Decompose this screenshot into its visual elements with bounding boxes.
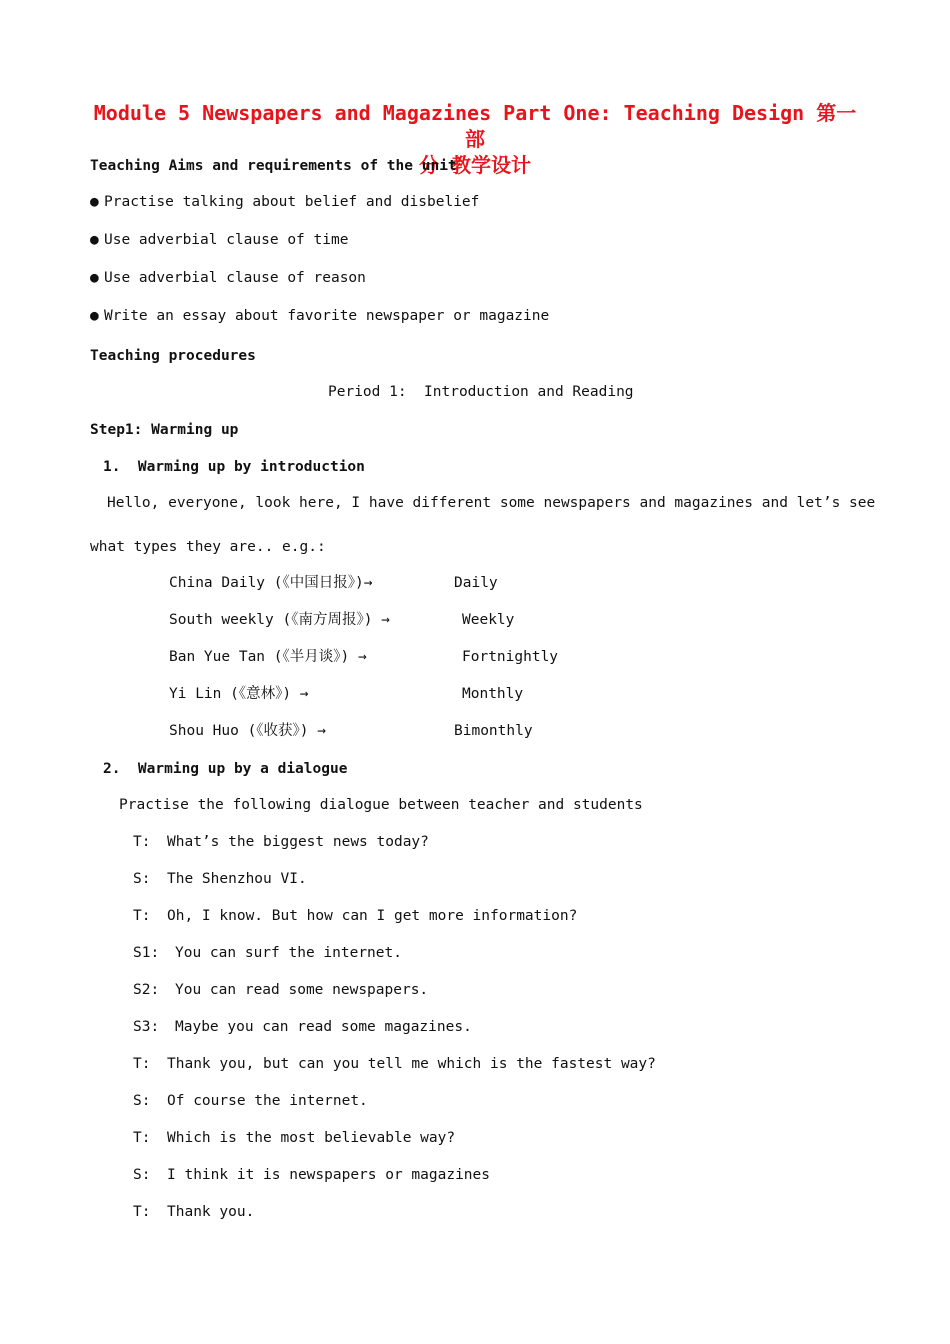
- publication-name: Ban Yue Tan (《半月谈》) →: [169, 649, 367, 665]
- dialogue-text: Thank you, but can you tell me which is the fastest way?: [167, 1056, 656, 1072]
- dialogue-text: You can read some newspapers.: [175, 982, 429, 998]
- publication-name: China Daily (《中国日报》)→: [169, 575, 373, 591]
- dialogue-text: I think it is newspapers or magazines: [167, 1167, 491, 1183]
- dialogue-speaker: T:: [133, 1056, 151, 1072]
- dialogue-speaker: S3:: [133, 1019, 160, 1035]
- dialogue-speaker: S:: [133, 1167, 151, 1183]
- dialogue-speaker: S:: [133, 1093, 151, 1109]
- publication-type: Fortnightly: [462, 649, 559, 665]
- aim-item: ● Use adverbial clause of reason: [90, 270, 366, 286]
- dialogue-text: Maybe you can read some magazines.: [175, 1019, 472, 1035]
- title-line-2: 分 教学设计: [418, 153, 532, 177]
- bullet-icon: ●: [90, 270, 99, 286]
- dialogue-intro: Practise the following dialogue between teacher and students: [119, 797, 643, 813]
- dialogue-speaker: S:: [133, 871, 151, 887]
- dialogue-speaker: T:: [133, 834, 151, 850]
- title-line-1: Module 5 Newspapers and Magazines Part One: Teaching Design 第一部: [93, 101, 857, 151]
- aim-item: ● Use adverbial clause of time: [90, 232, 349, 248]
- aims-heading: Teaching Aims and requirements of the unit: [90, 158, 457, 174]
- dialogue-text: What’s the biggest news today?: [167, 834, 429, 850]
- dialogue-speaker: T:: [133, 1130, 151, 1146]
- dialogue-speaker: S1:: [133, 945, 160, 961]
- dialogue-speaker: T:: [133, 1204, 151, 1220]
- bullet-icon: ●: [90, 308, 99, 324]
- bullet-icon: ●: [90, 232, 99, 248]
- dialogue-text: Oh, I know. But how can I get more information?: [167, 908, 578, 924]
- dialogue-text: Thank you.: [167, 1204, 255, 1220]
- publication-name: Yi Lin (《意林》) →: [169, 686, 309, 702]
- dialogue-speaker: T:: [133, 908, 151, 924]
- publication-type: Weekly: [462, 612, 515, 628]
- dialogue-text: Of course the internet.: [167, 1093, 368, 1109]
- dialogue-speaker: S2:: [133, 982, 160, 998]
- publication-name: Shou Huo (《收获》) →: [169, 723, 326, 739]
- dialogue-text: You can surf the internet.: [175, 945, 402, 961]
- dialogue-text: The Shenzhou VI.: [167, 871, 307, 887]
- step1-heading: Step1: Warming up: [90, 422, 239, 438]
- bullet-icon: ●: [90, 194, 99, 210]
- intro-paragraph-line-2: what types they are.. e.g.:: [90, 539, 326, 555]
- procedures-heading: Teaching procedures: [90, 348, 256, 364]
- dialogue-text: Which is the most believable way?: [167, 1130, 456, 1146]
- subsection-2-heading: 2. Warming up by a dialogue: [103, 761, 348, 777]
- period-heading: Period 1: Introduction and Reading: [328, 384, 634, 400]
- publication-name: South weekly (《南方周报》) →: [169, 612, 390, 628]
- subsection-1-heading: 1. Warming up by introduction: [103, 459, 365, 475]
- intro-paragraph-line-1: Hello, everyone, look here, I have different some newspapers and magazines and let’s see: [107, 495, 876, 511]
- aim-item: ● Practise talking about belief and disbelief: [90, 194, 480, 210]
- publication-type: Bimonthly: [454, 723, 533, 739]
- publication-type: Daily: [454, 575, 498, 591]
- aim-item: ● Write an essay about favorite newspaper or magazine: [90, 308, 550, 324]
- publication-type: Monthly: [462, 686, 524, 702]
